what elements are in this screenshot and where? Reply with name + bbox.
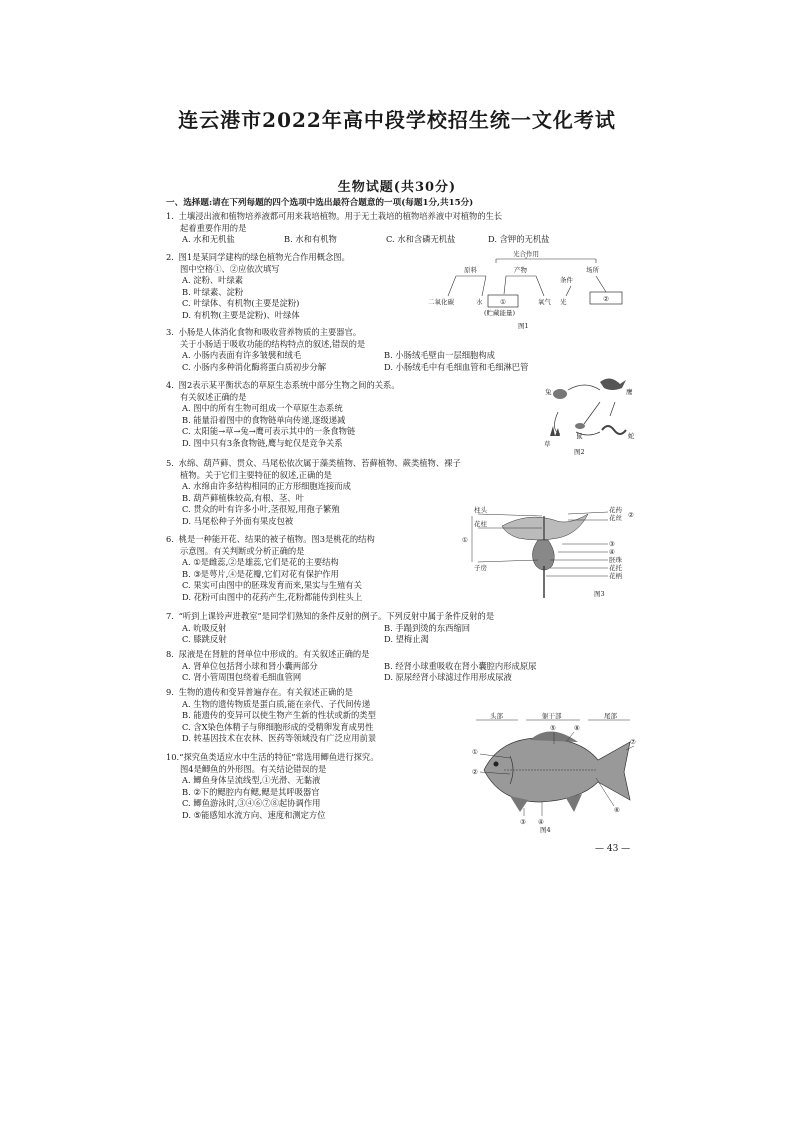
options-row (166, 234, 590, 246)
question-10 (166, 752, 379, 822)
option-a: A. 图中的所有生物可组成一个草原生态系统 (182, 403, 343, 414)
option-b: B. 经肾小球重吸收在肾小囊腔内形成原尿 (384, 660, 537, 671)
fig1-label-site: 场所 (586, 266, 599, 274)
snake-icon (602, 426, 626, 434)
question-2 (166, 252, 350, 322)
fig3-label-pedicel: 花柄 (609, 572, 622, 580)
option-a: A. 鲫鱼身体呈流线型,①光滑、无黏液 (182, 775, 321, 786)
option-a: A. 小肠内表面有许多皱襞和绒毛 (182, 350, 302, 361)
exam-subject-title: 生物试题(共30分) (337, 180, 457, 195)
mouse-icon (575, 423, 585, 429)
fig4-label-6: ⑥ (614, 806, 620, 814)
question-number: 1. (166, 211, 174, 221)
option-a: A. ①是雌蕊,②是雄蕊,它们是花的主要结构 (182, 557, 339, 568)
question-text: 图4是鲫鱼的外形图。有关结论错误的是 (180, 763, 327, 774)
fig4-label-3: ③ (520, 818, 526, 826)
option-a: A. 吮吸反射 (182, 622, 227, 633)
fig4-label-7: ⑦ (630, 738, 636, 746)
option-b: B. ③是萼片,④是花瓣,它们对花有保护作用 (182, 568, 339, 579)
question-1 (166, 211, 590, 246)
page-title: 连云港市2022年高中段学校招生统一文化考试 (178, 108, 616, 132)
question-number: 4. (166, 380, 174, 390)
fig4-label-5: ⑤ (550, 724, 556, 732)
question-number: 2. (166, 252, 174, 262)
fig3-label-filament: 花丝 (609, 514, 622, 522)
fig1-caption: 图1 (518, 322, 529, 330)
option-b: B. 能遗传的变异可以使生物产生新的性状或新的类型 (182, 710, 376, 721)
question-text: 起着重要作用的是 (180, 222, 247, 233)
question-8 (166, 649, 586, 684)
option-b: B. 水和有机物 (284, 234, 337, 245)
fig1-blank-1-label: ① (500, 298, 506, 306)
question-3 (166, 327, 586, 373)
option-d: D. 马尾松种子外面有果皮包被 (182, 515, 294, 526)
option-b: B. ②下的鳃腔内有鳃,鳃是其呼吸器官 (182, 786, 320, 797)
fig2-caption: 图2 (574, 448, 585, 456)
figure-3-peach-flower (458, 504, 640, 602)
fig3-label-receptacle: 花托 (609, 564, 622, 572)
fig2-label-mouse: 鼠 (576, 432, 583, 440)
question-text: 示意图。有关判断或分析正确的是 (180, 545, 305, 556)
page-number: — 43 — (595, 844, 631, 854)
fig1-node-energy: (贮藏能量) (484, 309, 516, 317)
fig4-label-tail: 尾部 (604, 712, 617, 720)
question-text: 小肠是人体消化食物和吸收营养物质的主要器官。 (178, 327, 362, 337)
figure-1-concept-map (426, 248, 636, 332)
question-text: “探究鱼类适应水中生活的特征”常选用鲫鱼进行探究。 (179, 752, 379, 762)
option-d: D. 原尿经肾小球滤过作用形成尿液 (384, 672, 512, 683)
option-a: A. 淀粉、叶绿素 (182, 275, 244, 286)
fig4-label-head: 头部 (490, 712, 503, 720)
question-text: 图1是某同学建构的绿色植物光合作用概念图。 (178, 252, 350, 262)
question-text: 植物。关于它们主要特征的叙述,正确的是 (180, 469, 332, 480)
fig4-label-8: ⑧ (574, 724, 580, 732)
option-d: D. ⑤能感知水流方向、速度和测定方位 (182, 809, 326, 820)
fig4-label-2: ② (472, 768, 478, 776)
fig3-caption: 图3 (594, 590, 605, 598)
fig2-label-eagle: 鹰 (626, 388, 633, 396)
fig1-node-water: 水 (476, 298, 483, 306)
option-c: C. 膝跳反射 (182, 634, 227, 645)
question-number: 6. (166, 534, 174, 544)
fig1-label-raw: 原料 (464, 266, 477, 274)
fig1-node-co2: 二氧化碳 (428, 298, 454, 306)
option-d: D. 含钾的无机盐 (488, 234, 550, 245)
question-4 (166, 380, 400, 450)
fig3-label-ovary: 子房 (474, 564, 487, 572)
question-7 (166, 611, 586, 646)
fig2-label-rabbit: 兔 (545, 388, 552, 396)
question-text: 桃是一种能开花、结果的被子植物。图3是桃花的结构 (178, 534, 375, 544)
question-9 (166, 687, 376, 745)
option-d: D. 望梅止渴 (384, 634, 429, 645)
option-d: D. 小肠绒毛中有毛细血管和毛细淋巴管 (384, 361, 529, 372)
option-c: C. 水和含磷无机盐 (386, 234, 456, 245)
figure-2-food-web (540, 372, 640, 456)
fig1-label-condition: 条件 (560, 276, 573, 284)
question-number: 7. (166, 611, 174, 621)
fig3-label-ovule: 胚珠 (609, 556, 622, 564)
question-number: 5. (166, 458, 174, 468)
grass-icon (550, 426, 560, 436)
option-b: B. 手蹋到烫的东西缩回 (384, 622, 471, 633)
question-text: 有关叙述正确的是 (180, 391, 247, 402)
option-c: C. 果实可由图中的胚珠发育而来,果实与生殖有关 (182, 580, 362, 591)
fig1-node-oxygen: 氧气 (538, 298, 551, 306)
eye-icon (494, 762, 499, 767)
fig4-caption: 图4 (540, 826, 551, 834)
fig3-label-1: ① (462, 536, 468, 544)
option-d: D. 转基因技术在农林、医药等领域没有广泛应用前景 (182, 733, 377, 744)
fig3-label-style: 花柱 (474, 520, 487, 528)
fig1-label-product: 产物 (514, 266, 527, 274)
section-heading: 一、选择题:请在下列每题的四个选项中选出最符合题意的一项(每题1分,共15分) (166, 198, 474, 208)
option-c: C. 叶绿体、有机物(主要是淀粉) (182, 298, 300, 309)
option-c: C. 小肠内多种消化酶将蛋白质初步分解 (182, 361, 327, 372)
fig4-label-4: ④ (538, 818, 544, 826)
option-a: A. 水绵由许多结构相同的正方形细胞连接而成 (182, 481, 351, 492)
rabbit-icon (553, 389, 567, 399)
question-text: 土壤浸出液和植物培养液都可用来栽培植物。用于无土栽培的植物培养液中对植物的生长 (178, 211, 503, 221)
option-b: B. 葫芦藓植株较高,有根、茎、叶 (182, 492, 304, 503)
fig3-label-4: ④ (609, 548, 615, 556)
option-c: C. 鲫鱼游泳时,③④⑥⑦⑧起协调作用 (182, 798, 321, 809)
option-b: B. 叶绿素、淀粉 (182, 286, 244, 297)
petal-icon (502, 514, 588, 540)
question-6 (166, 534, 375, 604)
question-5 (166, 458, 461, 528)
option-a: A. 肾单位包括肾小球和肾小囊两部分 (182, 660, 318, 671)
question-text: 尿液是在肾脏的肾单位中形成的。有关叙述正确的是 (178, 649, 370, 659)
option-c: C. 太阳能→草→兔→鹰可表示其中的一条食物链 (182, 426, 356, 437)
question-number: 10. (166, 752, 180, 762)
option-d: D. 图中只有3条食物链,鹰与蛇仅是竞争关系 (182, 437, 343, 448)
question-text: 图2表示某平衡状态的草原生态系统中部分生物之间的关系。 (178, 380, 400, 390)
figure-4-crucian-carp (470, 708, 640, 834)
fig2-label-snake: 蛇 (628, 432, 635, 440)
fig1-blank-2-label: ② (603, 295, 609, 303)
fig3-label-3: ③ (609, 540, 615, 548)
question-text: “听到上课铃声进教室”是同学们熟知的条件反射的例子。下列反射中属于条件反射的是 (178, 611, 495, 621)
question-text: 生物的遗传和变异普遍存在。有关叙述正确的是 (178, 687, 353, 697)
option-a: A. 水和无机盐 (182, 234, 235, 245)
fig4-label-1: ① (472, 748, 478, 756)
question-number: 3. (166, 327, 174, 337)
question-text: 图中空格①、②应依次填写 (180, 263, 280, 274)
fig2-label-grass: 草 (544, 440, 551, 448)
option-a: A. 生物的遗传物质是蛋白质,能在亲代、子代间传递 (182, 698, 371, 709)
option-b: B. 小肠绒毛壁由一层细胞构成 (384, 350, 495, 361)
question-text: 关于小肠适于吸收功能的结构特点的叙述,错误的是 (180, 338, 366, 349)
fig3-label-2: ② (628, 511, 634, 519)
option-c: C. 肾小管周围包绕着毛细血管网 (182, 672, 302, 683)
fig1-node-photosynthesis: 光合作用 (513, 250, 539, 258)
option-c: C. 贯众的叶有许多小叶,茎很短,用孢子繁殖 (182, 504, 340, 515)
option-c: C. 含X染色体精子与卵细胞形成的受精卵发育成男性 (182, 721, 374, 732)
option-d: D. 花粉可由图中的花药产生,花粉都能传到柱头上 (182, 591, 363, 602)
question-number: 8. (166, 649, 174, 659)
option-b: B. 能量沿着图中的食物链单向传递,逐级递减 (182, 414, 346, 425)
option-d: D. 有机物(主要是淀粉)、叶绿体 (182, 309, 300, 320)
ovary-icon (532, 540, 554, 570)
eagle-icon (600, 378, 626, 390)
fig4-label-trunk: 躯干部 (542, 712, 562, 720)
fig3-label-stigma: 柱头 (474, 506, 487, 514)
question-text: 水绵、葫芦藓、贯众、马尾松依次属于藻类植物、苔藓植物、蕨类植物、裸子 (178, 458, 461, 468)
question-number: 9. (166, 687, 174, 697)
fig3-label-anther: 花药 (609, 506, 622, 514)
fig1-node-light: 光 (560, 298, 567, 306)
